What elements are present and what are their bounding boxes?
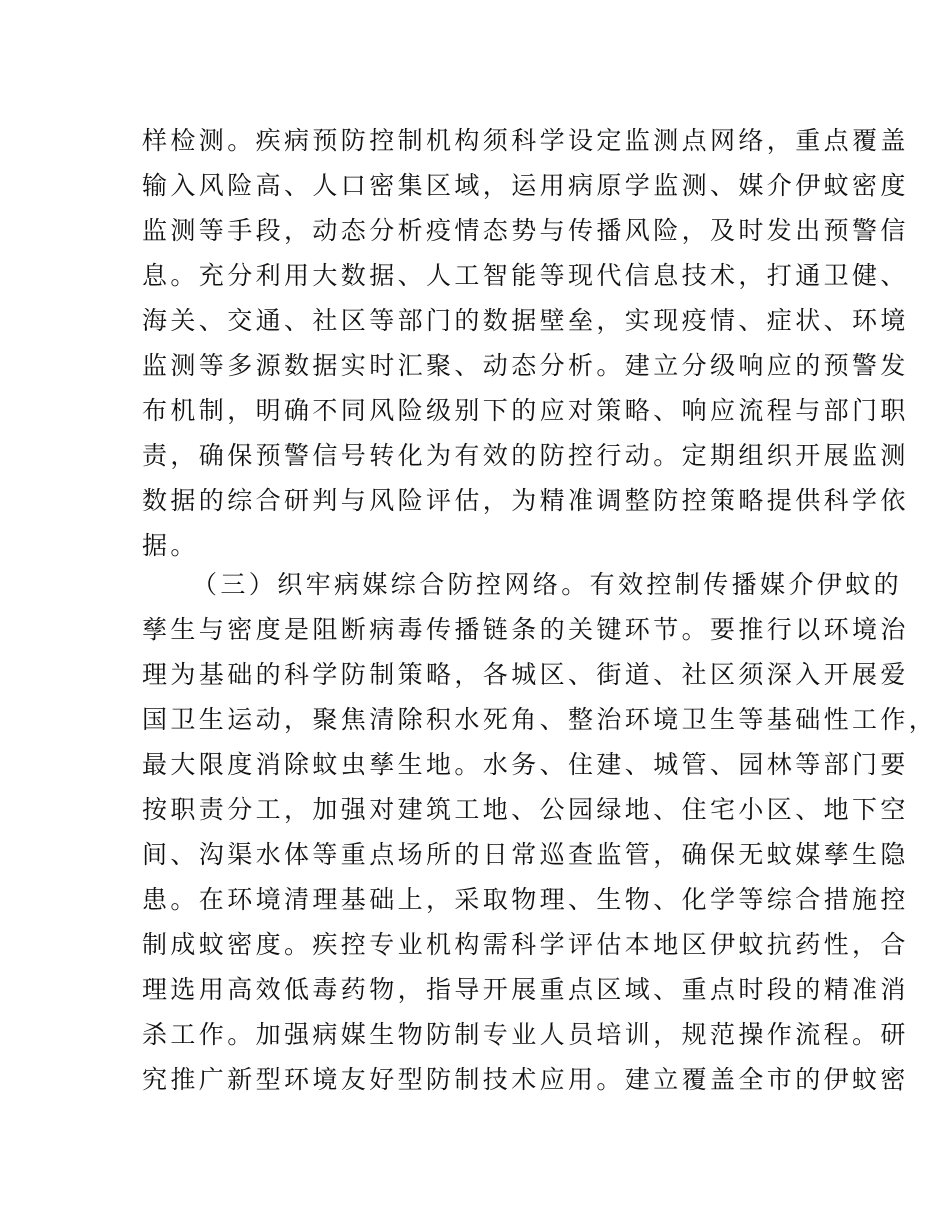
text-line: 理选用高效低毒药物，指导开展重点区域、重点时段的精准消 — [142, 975, 909, 1004]
paragraph-monitoring — [142, 118, 909, 568]
text-line: 究推广新型环境友好型防制技术应用。建立覆盖全市的伊蚊密 — [142, 1065, 909, 1094]
paragraph-vector-control — [142, 562, 938, 1102]
text-line: 数据的综合研判与风险评估，为精准调整防控策略提供科学依 — [142, 486, 909, 515]
text-line: 制成蚊密度。疾控专业机构需科学评估本地区伊蚊抗药性，合 — [142, 930, 909, 959]
text-line: 布机制，明确不同风险级别下的应对策略、响应流程与部门职 — [142, 396, 909, 425]
text-line: 息。充分利用大数据、人工智能等现代信息技术，打通卫健、 — [142, 261, 909, 290]
text-line: 理为基础的科学防制策略，各城区、街道、社区须深入开展爱 — [142, 660, 909, 689]
text-line: 输入风险高、人口密集区域，运用病原学监测、媒介伊蚊密度 — [142, 171, 909, 200]
text-line: 最大限度消除蚊虫孳生地。水务、住建、城管、园林等部门要 — [142, 750, 909, 779]
text-line: 按职责分工，加强对建筑工地、公园绿地、住宅小区、地下空 — [142, 795, 909, 824]
section-heading-line: （三）织牢病媒综合防控网络。有效控制传播媒介伊蚊的 — [192, 570, 903, 599]
text-line: 间、沟渠水体等重点场所的日常巡查监管，确保无蚊媒孳生隐 — [142, 840, 909, 869]
text-line: 孳生与密度是阻断病毒传播链条的关键环节。要推行以环境治 — [142, 615, 909, 644]
text-line: 责，确保预警信号转化为有效的防控行动。定期组织开展监测 — [142, 441, 909, 470]
text-line: 患。在环境清理基础上，采取物理、生物、化学等综合措施控 — [142, 885, 909, 914]
text-line: 国卫生运动，聚焦清除积水死角、整治环境卫生等基础性工作， — [142, 705, 938, 734]
text-line: 海关、交通、社区等部门的数据壁垒，实现疫情、症状、环境 — [142, 306, 909, 335]
text-line: 监测等多源数据实时汇聚、动态分析。建立分级响应的预警发 — [142, 351, 909, 380]
text-line: 据。 — [142, 531, 199, 560]
text-line: 样检测。疾病预防控制机构须科学设定监测点网络，重点覆盖 — [142, 126, 909, 155]
text-line: 监测等手段，动态分析疫情态势与传播风险，及时发出预警信 — [142, 216, 909, 245]
text-line: 杀工作。加强病媒生物防制专业人员培训，规范操作流程。研 — [142, 1020, 909, 1049]
